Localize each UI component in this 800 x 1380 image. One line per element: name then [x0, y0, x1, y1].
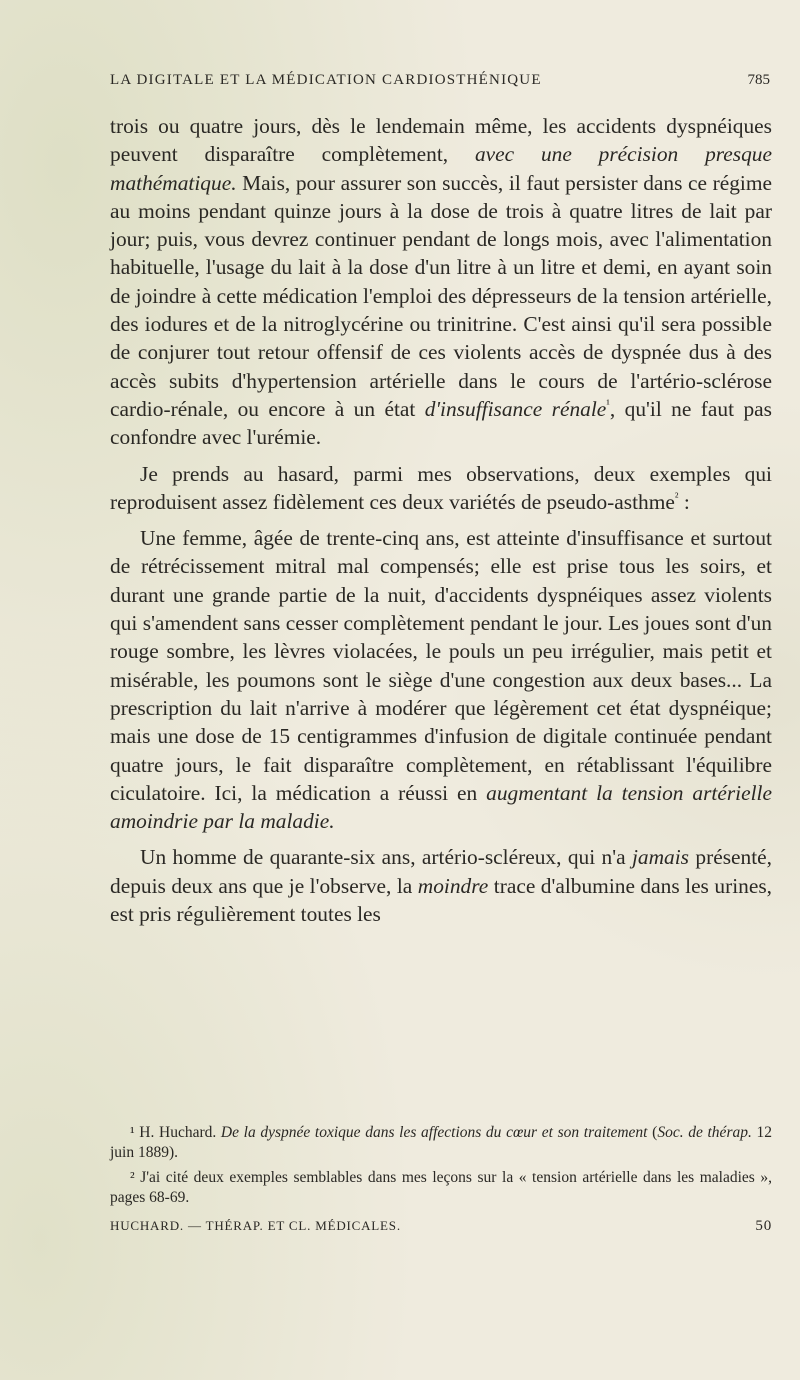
- footnotes: [110, 1123, 772, 1213]
- italic-text: De la dyspnée toxique dans les affections du cœur et son traitement: [220, 1124, 648, 1141]
- footnote-marker: ²: [674, 489, 679, 504]
- text-segment: trace d'albumine dans les urines, est pris régulièrement toutes les: [110, 873, 772, 927]
- text-segment: :: [678, 489, 690, 514]
- paragraph: [110, 843, 772, 928]
- text-segment: ¹ H. Huchard.: [130, 1124, 221, 1141]
- italic-text: jamais: [631, 845, 690, 870]
- paragraph: [110, 524, 772, 835]
- text-segment: Je prends au hasard, parmi mes observations, deux exemples qui reproduisent assez fidèlement ces deux variétés de pseudo-asthme: [110, 461, 772, 514]
- text-segment: ² J'ai cité deux exemples semblables dans mes leçons sur la « tension artérielle dans les maladies », pages 68-69.: [110, 1169, 772, 1206]
- italic-text: augmentant la tension artérielle amoindrie par la maladie.: [110, 780, 772, 834]
- running-header: [110, 72, 770, 100]
- text-segment: trois ou quatre jours, dès le lendemain même, les accidents dyspnéiques peuvent disparaître complètement,: [110, 114, 772, 167]
- signature-text: HUCHARD. — THÉRAP. ET CL. MÉDICALES.: [110, 1218, 401, 1233]
- italic-text: Soc. de thérap.: [657, 1124, 752, 1141]
- text-segment: Mais, pour assurer son succès, il faut persister dans ce régime au moins pendant quinze jours à la dose de trois à quatre litres de lait par jour; puis, vous devrez continuer pendant de longs mois, avec l'alimentation habituelle, l'usage du lait à la dose d'un litre à un litre et demi, en ayant soin de joindre à cette médication l'emploi des dépresseurs de la tension artérielle, des iodures et de la nitroglycérine ou trinitrine. C'est ainsi qu'il sera possible de conjurer tout retour offensif de ces violents accès de dyspnée dus à des accès subits d'hypertension artérielle dans le cours de l'artério-sclérose cardio-rénale, ou encore à un état: [110, 170, 772, 421]
- text-segment: 12 juin 1889).: [110, 1124, 773, 1161]
- body-text: [110, 112, 772, 928]
- italic-text: moindre: [417, 873, 489, 898]
- text-segment: Un homme de quarante-six ans, artério-scléreux, qui n'a: [140, 845, 632, 870]
- signature-number: 50: [755, 1218, 772, 1234]
- footnote-marker: ¹: [606, 396, 610, 411]
- italic-text: d'insuffisance rénale: [424, 396, 607, 421]
- paragraph: [110, 460, 772, 517]
- paragraph: [110, 112, 772, 452]
- text-segment: présenté, depuis deux ans que je l'observe, la: [110, 845, 772, 898]
- running-title: LA DIGITALE ET LA MÉDICATION CARDIOSTHÉNIQUE: [110, 72, 542, 88]
- text-segment: (: [647, 1124, 658, 1141]
- page-number: 785: [747, 72, 770, 88]
- italic-text: avec une précision presque mathématique.: [110, 142, 772, 195]
- text-segment: , qu'il ne faut pas confondre avec l'urémie.: [110, 396, 772, 450]
- text-segment: Une femme, âgée de trente-cinq ans, est atteinte d'insuffisance et surtout de rétrécissement mitral mal compensés; elle est prise tous les soirs, et durant une grande partie de la nuit, d'accidents dyspnéiques assez violents qui s'amendent sans cesser complètement pendant le jour. Les joues sont d'un rouge sombre, les lèvres violacées, le pouls un peu irrégulier, mais petit et misérable, les poumons sont le siège d'une congestion aux deux bases... La prescription du lait n'arrive à modérer que légèrement cet état dyspnéique; mais une dose de 15 centigrammes d'infusion de digitale continuée pendant quatre jours, le fait disparaître complètement, en rétablissant l'équilibre ciculatoire. Ici, la médication a réussi en: [110, 526, 772, 805]
- footnote: [110, 1168, 772, 1207]
- footnote: [110, 1123, 772, 1162]
